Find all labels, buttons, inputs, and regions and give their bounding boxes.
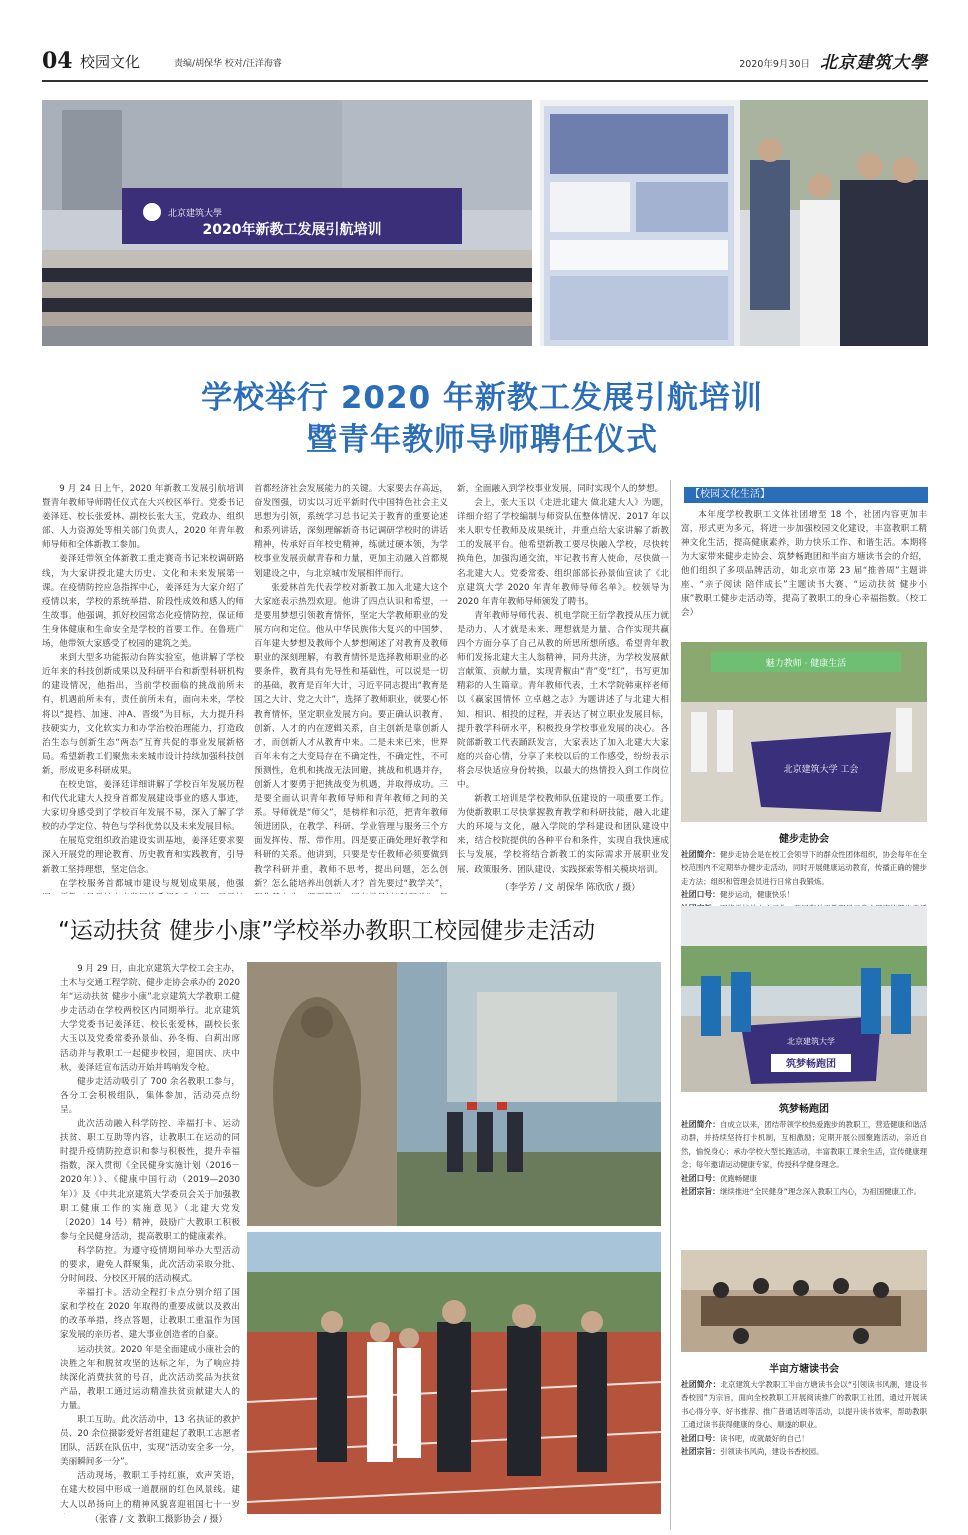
club-motto-text: 健步运动，健康快乐！ (719, 890, 794, 900)
club-motto-label: 社团口号： (681, 1433, 720, 1443)
club-intro-label: 社团简介： (681, 1120, 720, 1129)
article1-column-3 (457, 482, 669, 878)
issue-date: 2020年9月30日 (739, 59, 810, 70)
article1-paragraph: 来到大型多功能振动台阵实验室，他讲解了学校近年来的科技创新成果以及科研平台和新型科研机构的建设情况，他指出，当前学校面临的挑战前所未有，机遇前所未有，责任前所未有，面向未来，学校将以“提档、加速、冲A、晋级”为目标，大力提升科技硬实力，文化软实力和办学治校治理能力，打造政治生态与创新生态“两态”互育共促的事业发展新格局。希望新教工们聚焦未来城市设计持续加强科技创新，形成更多科研成果。 (42, 653, 244, 776)
grotto-walk-photo (247, 962, 661, 1226)
article1-paragraph: 青年教师导师代表、机电学院王衍学教授从压力就是动力、人才就是未来、理想就是力量、合作实现共赢四个方面分享了自己从教的所思所想所感。希望青年教师们发扬北建大主人翁精神，同舟共济，为学校发展献言献策、贡献力量，实现青椒由“青”变“红”，书写更加精彩的人生篇章。青年教师代表，土木学院韩東梓老师以《赢家国情怀 立卓越之志》为题讲述了与北建大相知、相识、相投的过程，并表达了树立职业发展目标，提升教学科研水平，积极投身学校事业发展的决心。各院部新教工代表踊跃发言，大家表达了加入北建大大家庭的兴奋心情，分享了来校以后的工作感受，纷纷表示将会尽快适应身份转换，以最大的热情投入到工作岗位中。 (457, 610, 669, 790)
running-club-photo (681, 906, 927, 1092)
sidebar-intro-paragraph: 本年度学校教职工文体社团增至 18 个，社团内容更加丰富，形式更为多元，将进一步加强校园文化建设，丰富教职工精神文化生活，提高健康素养，助力快乐工作、和谐生活。本期将为大家带来健步走协会、筑梦畅跑团和半亩方塘读书会的介绍，他们组织了多项品牌活动，如北京市第 23 届“推普周”主题讲座、“亲子阅读 陪伴成长”主题读书大赛、“运动扶贫 健步小康”教职工健步走活动等，提高了教职工的身心幸福指数。（校工会） (681, 510, 927, 618)
article2-column (60, 962, 240, 1514)
article2-paragraph: 此次活动融入科学防控、幸福打卡、运动扶贫、职工互助等内容，让教职工在运动的同时提升疫情防控意识和参与积极性，提升幸福指数，深入贯彻《全民健身实施计划（2016－2020年）》、《健康中国行动（2019—2030 年）》及《中共北京建筑大学委员会关于加强教职工健康工作的实施意见》（北建大党发〔2020〕14 号）精神，鼓励广大教职工积极参与全民健身活动，提高教职工的健康素养。 (60, 1119, 240, 1242)
group-photo (42, 100, 532, 346)
walking-club-banner: 魅力教师 · 健康生活 (765, 659, 847, 669)
walking-club-photo (681, 642, 927, 822)
group-photo-logo: 北京建筑大學 (168, 209, 223, 219)
club-aim-label: 社团宗旨： (681, 1187, 720, 1197)
article1-paragraph: 在展览党组织政治建设实训基地，姜泽廷要求要深入开展党的理论教育、历史教育和实践教育，引导新教工坚持理想，坚定信念。 (42, 836, 244, 875)
editors-line: 责编/胡保华 校对/汪洋海睿 (174, 59, 282, 69)
article2-paragraph: 运动扶贫。2020 年是全面建成小康社会的决胜之年和脱贫攻坚的达标之年，为了响应持续深化消费扶贫的号召，此次活动奖品为扶贫产品，教职工通过运动精准扶贫贡献建大人的力量。 (60, 1344, 240, 1411)
page-number: 04 (42, 48, 73, 74)
club-aim-label: 社团宗旨： (681, 1447, 720, 1457)
club-info-running (681, 1118, 927, 1198)
exhibition-photo (540, 100, 928, 346)
article2-credit: （张睿 / 文 教职工摄影协会 / 摄） (90, 1515, 228, 1525)
masthead-logo: 北京建筑大學 (820, 53, 928, 73)
club-name-reading: 半亩方塘读书会 (769, 1364, 839, 1375)
sidebar-divider (670, 480, 671, 1530)
article1-paragraph: 张爱林首先代表学校对新教工加入北建大这个大家庭表示热烈欢迎。他讲了四点认识和希望，一是要用梦想引领教育情怀，坚定大学教师职业的发展方向和定位。他从中华民族伟大复兴的中国梦、百年建大梦想及教师个人梦想阐述了对教育及教师职业的深刻理解，有教育情怀是选择教师职业的必要条件，教育具有先导性和基础性，可以说是一切的基础，教育是百年大计，习近平同志提出“教育是国之大计、党之大计”，选择了教师职业，就要心怀教育情怀，坚定职业发展方向。要正确认识教育、创新、人才的内在逻辑关系，自主创新是靠创新人才，而创新人才从教育中来。二是未来已来，世界百年未有之大变局存在不确定性，不确定性，不可预测性，危机和挑战无法回避，挑战和机遇并存，创新人才要勇于把挑战变为机遇，并取得成功。三是要全面认识青年教师导师和青年教师之间的关系。导师就是“师父”，是榜样和示范，把青年教师领进团队，在教学、科研、学业管理与服务三个方面发挥传、帮、带作用。四是要正确处理好教学和科研的关系。他讲到，只要是专任教师必须要做到教学科研并重，教师不思考，提出问题，怎么创新？怎么能培养出创新人才？首先要过“教学关”， (254, 582, 448, 889)
group-photo-banner: 2020年新教工发展引航培训 (202, 222, 382, 238)
article1-paragraph: 会上，张大玉以《走进北建大 做北建大人》为题，详细介绍了学校编制与师资队伍整体情况、2017 年以来人职专任教师及成果统计，并重点给大家讲解了新教工的发展平台。他希望新教工要尽快融入学校，尽快转换角色，加强沟通交流，牢记教书育人使命，尽快做一名北建大人。党委常委、组织部部长孙景仙宣读了《北京建筑大学 2020 年青年教师导师名单》。校领导为 2020 年青年教师导师颁发了聘书。 (457, 498, 669, 607)
sidebar-intro (681, 508, 927, 620)
track-walk-photo (247, 1232, 661, 1514)
club-aim-text: 引领读书风尚，建设书香校园。 (719, 1447, 824, 1457)
article2-title: “运动扶贫 健步小康”学校举办教职工校园健步走活动 (58, 918, 596, 944)
running-club-flag-school: 北京建筑大学 (787, 1037, 835, 1046)
article1-column-2 (254, 482, 448, 894)
article1-paragraph: 在校史馆，姜泽廷详细讲解了学校百年发展历程和代代北建大人投身首都发展建设事业的感人事迹，大家切身感受到了学校百年发展不易，深入了解了学校的办学定位、特色与学科优势以及未来发展目标。 (42, 779, 244, 833)
club-motto-text: 优跑畅健康 (719, 1173, 757, 1183)
header-rule (42, 80, 928, 82)
article2-paragraph: 幸福打卡。活动全程打卡点分别介绍了国家和学校在 2020 年取得的重要成就以及救出的改革举措，终点答题，让教职工重温作为国家发展的亲历者、建大事业创造者的自豪。 (60, 1288, 240, 1341)
club-intro-label: 社团简介： (681, 1380, 721, 1389)
article1-column-1 (42, 482, 244, 894)
article1-title-line2: 暨青年教师导师聘任仪式 (306, 422, 658, 458)
club-intro-label: 社团简介： (681, 850, 720, 859)
section-title: 校园文化 (80, 53, 141, 71)
walking-club-flag: 北京建筑大学 工会 (783, 765, 859, 775)
club-motto-label: 社团口号： (681, 890, 720, 900)
article2-paragraph: 职工互助。此次活动中，13 名执证的救护员、20 余位摄影爱好者组建起了教职工志愿者团队，活跃在队伍中，实现“活动安全多一分，美丽瞬间多一分”。 (60, 1415, 240, 1468)
sidebar-tag: 【校园文化生活】 (684, 487, 928, 503)
reading-club-photo (681, 1250, 927, 1352)
running-club-flag-name: 筑梦畅跑团 (786, 1059, 836, 1070)
club-intro-text: 健步走协会是在校工会领导下的群众性团体组织，协会每年在全校范围内不定期举办健步走活动，同时开展健康运动教育，传播正确的健步走方法；组织和管理会员进行日常自我锻炼。 (681, 850, 927, 886)
article1-paragraph: 9 月 24 日上午，2020 年新教工发展引航培训暨青年教师导师聘任仪式在大兴校区举行。党委书记姜泽廷、校长张爱林、副校长张大玉，党政办、组织部、人力资源处等相关部门负责人，2020 年青年教师导师和全体新教工参加。 (42, 484, 244, 551)
club-name-running: 筑梦畅跑团 (779, 1104, 829, 1115)
article1-paragraph: 首都经济社会发展能力的关键。大家要去存高远，奋发图强，切实以习近平新时代中国特色社会主义思想为引领，系统学习总书记关于教育的重要论述和系列讲话，深刻理解新奇书记调研学校时的讲话精神，传承好百年校史精神，练就过硬本领，为学校事业发展贡献青春和力量，更加主动融入首都规划建设之中，与北京城市发展相伴而行。 (254, 484, 448, 579)
club-motto-label: 社团口号： (681, 1173, 720, 1183)
article2-paragraph: 活动现场，教职工手持红旗，欢声笑语，在建大校园中形成一道靓丽的红色风景线。建大人以昂扬向上的精神风貌喜迎祖国七十一岁 (60, 1471, 240, 1510)
club-name-walking: 健步走协会 (779, 834, 829, 845)
article1-title-line1: 学校举行 2020 年新教工发展引航培训 (201, 380, 763, 416)
club-motto-text: 读书吧，成就最好的自己！ (719, 1433, 809, 1443)
club-aim-text: 继续推进“全民健身”理念深入教职工内心，为祖国健康工作。 (719, 1187, 922, 1197)
article1-paragraph: 新，全面融入到学校事业发展，同时实现个人的梦想。 (457, 484, 664, 494)
article1-paragraph: 姜泽廷带领全体新教工重走赛奇书记来校调研路线，为大家讲授北建大历史、文化和未来发展第一课。在疫情防控应急指挥中心，姜泽廷为大家介绍了疫情以来，学校的系统举措、阶段性成效和感人的师生故事。他强调，抓好校园常态化疫情防控，保证师生身体健康和生命安全是学校的首要工作。在鲁班广场，他带领大家感受了校园的建筑之美。 (42, 554, 244, 650)
article1-credit: （李学芳 / 文 胡保华 陈欣欣 / 摄） (500, 883, 641, 893)
article2-paragraph: 健步走活动吸引了 700 余名教职工参与，各分工会积极组队，集体参加，活动亮点纷呈。 (60, 1076, 240, 1115)
article1-paragraph: 在学校服务首都城市建设与规划成果展，他强 (59, 878, 244, 889)
article2-paragraph: 9 月 29 日，由北京建筑大学校工会主办，土木与交通工程学院、健步走协会承办的 2020 年“运动扶贫 健步小康”北京建筑大学教职工健步走活动在学校两校区内同期举行。北京建筑大学党委书记姜泽廷、校长张爱林，副校长张大玉以及党委常委孙景仙、孙冬梅、白莉出席活动并与教职工一起健步校园，迎国庆、庆中秋，姜泽廷宣布活动开始并鸣响发令枪。 (60, 964, 240, 1073)
club-intro-text: 自成立以来，团结带领学校热爱跑步的教职工，营造健康和谐活动群，并持续坚持打卡机制，互相激励；定期开展公园聚跑活动，亲近自然，愉悦身心；承办学校大型长跑活动，丰富教职工课余生活，宣传健康理念；每年邀请运动健康专家，传授科学健身理念。 (681, 1120, 927, 1170)
page-header (42, 46, 928, 80)
club-info-reading (681, 1378, 927, 1458)
article1-paragraph: 新教工培训是学校教师队伍建设的一项重要工作。为使新教职工尽快掌握教育教学和科研技能，融入北建大的环境与文化，融入学院的学科建设和团队建设中来，结合校院提供的各种平台和条件，实现自我快速成长与发展，学校将结合新教工的实际需求开展职业发展、政策服务、团队建设、实践探索等相关模块培训。 (457, 794, 669, 875)
article2-paragraph: 科学防控。为遵守疫情期间举办大型活动的要求，避免人群聚集，此次活动采取分批、分时间段、分校区开展的活动模式。 (60, 1245, 240, 1285)
club-intro-text: 北京建筑大学教职工半亩方塘读书会以“引领读书风潮，建设书香校园”为宗旨，面向全校教职工开展阅读推广的教职工社团，通过开展读书心得分享、好书推荐、推广普通话周等活动，以提升读书效率，帮助教职工通过读书获得健康的身心、顺遂的职业。 (681, 1380, 928, 1430)
